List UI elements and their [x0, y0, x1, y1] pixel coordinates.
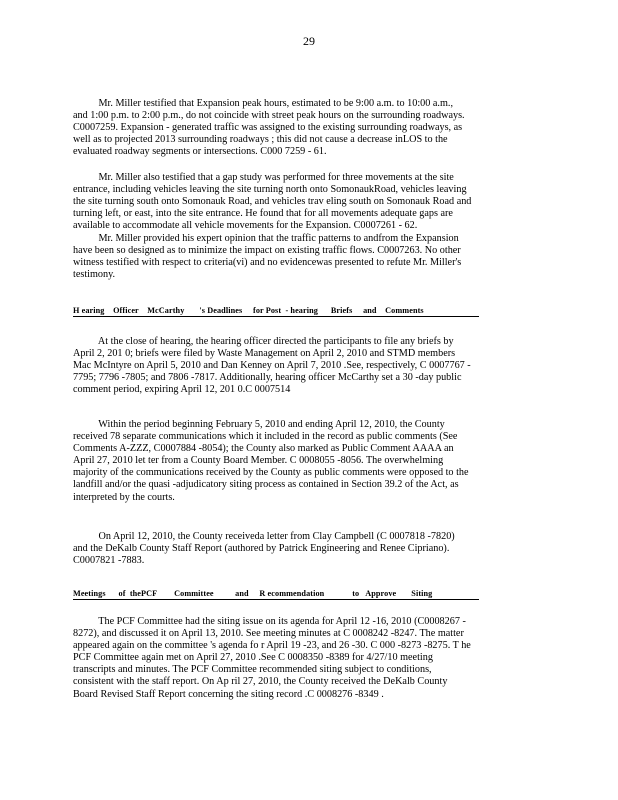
text-line: witness testified with respect to criteria(vi) and no evidencewas presented to refute Mr. Miller's — [73, 257, 462, 269]
text-line: and the DeKalb County Staff Report (authored by Patrick Engineering and Renee Cipriano). — [73, 543, 450, 555]
text-line: transcripts and minutes. The PCF Committee recommended siting subject to conditions, — [73, 664, 432, 676]
text-line: Mac McIntyre on April 5, 2010 and Dan Kenney on April 7, 2010 .See, respectively, C 0007767 - — [73, 360, 471, 372]
text-line: well as to projected 2013 surrounding roadways ; this did not cause a decrease inLOS to the — [73, 134, 448, 146]
text-line: The PCF Committee had the siting issue on its agenda for April 12 -16, 2010 (C0008267 - — [73, 616, 466, 627]
text-line: testimony. — [73, 269, 116, 281]
text-line: have been so designed as to minimize the impact on existing traffic flows. C0007263. No other — [73, 245, 461, 257]
paragraph-gap-study — [73, 172, 539, 232]
text-line: landfill and/or the quasi -adjudicatory siting process as contained in Section 39.2 of the Act, as — [73, 479, 459, 491]
text-line: available to accommodate all vehicle movements for the Expansion. C0007261 - 62. — [73, 220, 418, 232]
text-line: comment period, expiring April 12, 201 0.C 0007514 — [73, 384, 291, 396]
text-line: Mr. Miller testified that Expansion peak hours, estimated to be 9:00 a.m. to 10:00 a.m., — [73, 98, 453, 109]
text-line: consistent with the staff report. On Ap ril 27, 2010, the County received the DeKalb County — [73, 676, 448, 688]
text-line: Board Revised Staff Report concerning the siting record .C 0008276 -8349 . — [73, 688, 384, 700]
text-line: Comments A-ZZZ, C0007884 -8054); the County also marked as Public Comment AAAA an — [73, 443, 454, 455]
text-line: turning left, or east, into the site entrance. He found that for all movements adequate gaps are — [73, 208, 453, 220]
text-line: C0007821 -7883. — [73, 555, 145, 567]
text-line: C0007259. Expansion - generated traffic was assigned to the existing surrounding roadways, as — [73, 122, 463, 134]
paragraph-briefs-filed — [73, 336, 539, 396]
text-line: 7795; 7796 -7805; and 7806 -7817. Additionally, hearing officer McCarthy set a 30 -day public — [73, 372, 462, 384]
text-line: April 2, 201 0; briefs were filed by Waste Management on April 2, 2010 and STMD members — [73, 348, 456, 360]
text-line: and 1:00 p.m. to 2:00 p.m., do not coincide with street peak hours on the surrounding roadways. — [73, 110, 465, 122]
text-line: April 27, 2010 let ter from a County Board Member. C 0008055 -8056. The overwhelming — [73, 455, 444, 467]
paragraph-expansion-peak-hours — [73, 98, 539, 158]
text-line: At the close of hearing, the hearing officer directed the participants to file any briefs by — [73, 336, 454, 347]
text-line: majority of the communications received by the County as public comments were opposed to the — [73, 467, 469, 479]
text-line: interpreted by the courts. — [73, 491, 175, 503]
text-line: evaluated roadway segments or intersections. C000 7259 - 61. — [73, 146, 327, 158]
text-line: Mr. Miller provided his expert opinion that the traffic patterns to andfrom the Expansion — [73, 233, 459, 244]
text-line: the site turning south onto Somonauk Road, and vehicles trav eling south on Somonauk Road and — [73, 196, 472, 208]
paragraph-campbell-letter — [73, 531, 539, 567]
page-number: 29 — [303, 34, 315, 48]
text-line: appeared again on the committee 's agenda fo r April 19 -23, and 26 -30. C 000 -8273 -8275. T he — [73, 640, 471, 652]
paragraph-pcf-committee — [73, 616, 539, 701]
text-line: 8272), and discussed it on April 13, 2010. See meeting minutes at C 0008242 -8247. The matter — [73, 628, 464, 640]
text-line: received 78 separate communications which it included in the record as public comments (See — [73, 431, 458, 443]
text-line: Within the period beginning February 5, 2010 and ending April 12, 2010, the County — [73, 419, 445, 430]
text-line: Mr. Miller also testified that a gap study was performed for three movements at the site — [73, 172, 454, 183]
text-line: On April 12, 2010, the County receiveda letter from Clay Campbell (C 0007818 -7820) — [73, 531, 455, 542]
section-heading-deadlines: H earing Officer McCarthy 's Deadlines for Post - hearing Briefs and Comments — [73, 306, 479, 317]
paragraph-public-comments — [73, 419, 539, 504]
text-line: PCF Committee again met on April 27, 2010 .See C 0008350 -8389 for 4/27/10 meeting — [73, 652, 433, 664]
text-line: entrance, including vehicles leaving the site turning north onto SomonaukRoad, vehicles leaving — [73, 184, 467, 196]
section-heading-pcf-meetings: Meetings of thePCF Committee and R ecommendation to Approve Siting — [73, 589, 479, 600]
paragraph-expert-opinion — [73, 233, 539, 281]
